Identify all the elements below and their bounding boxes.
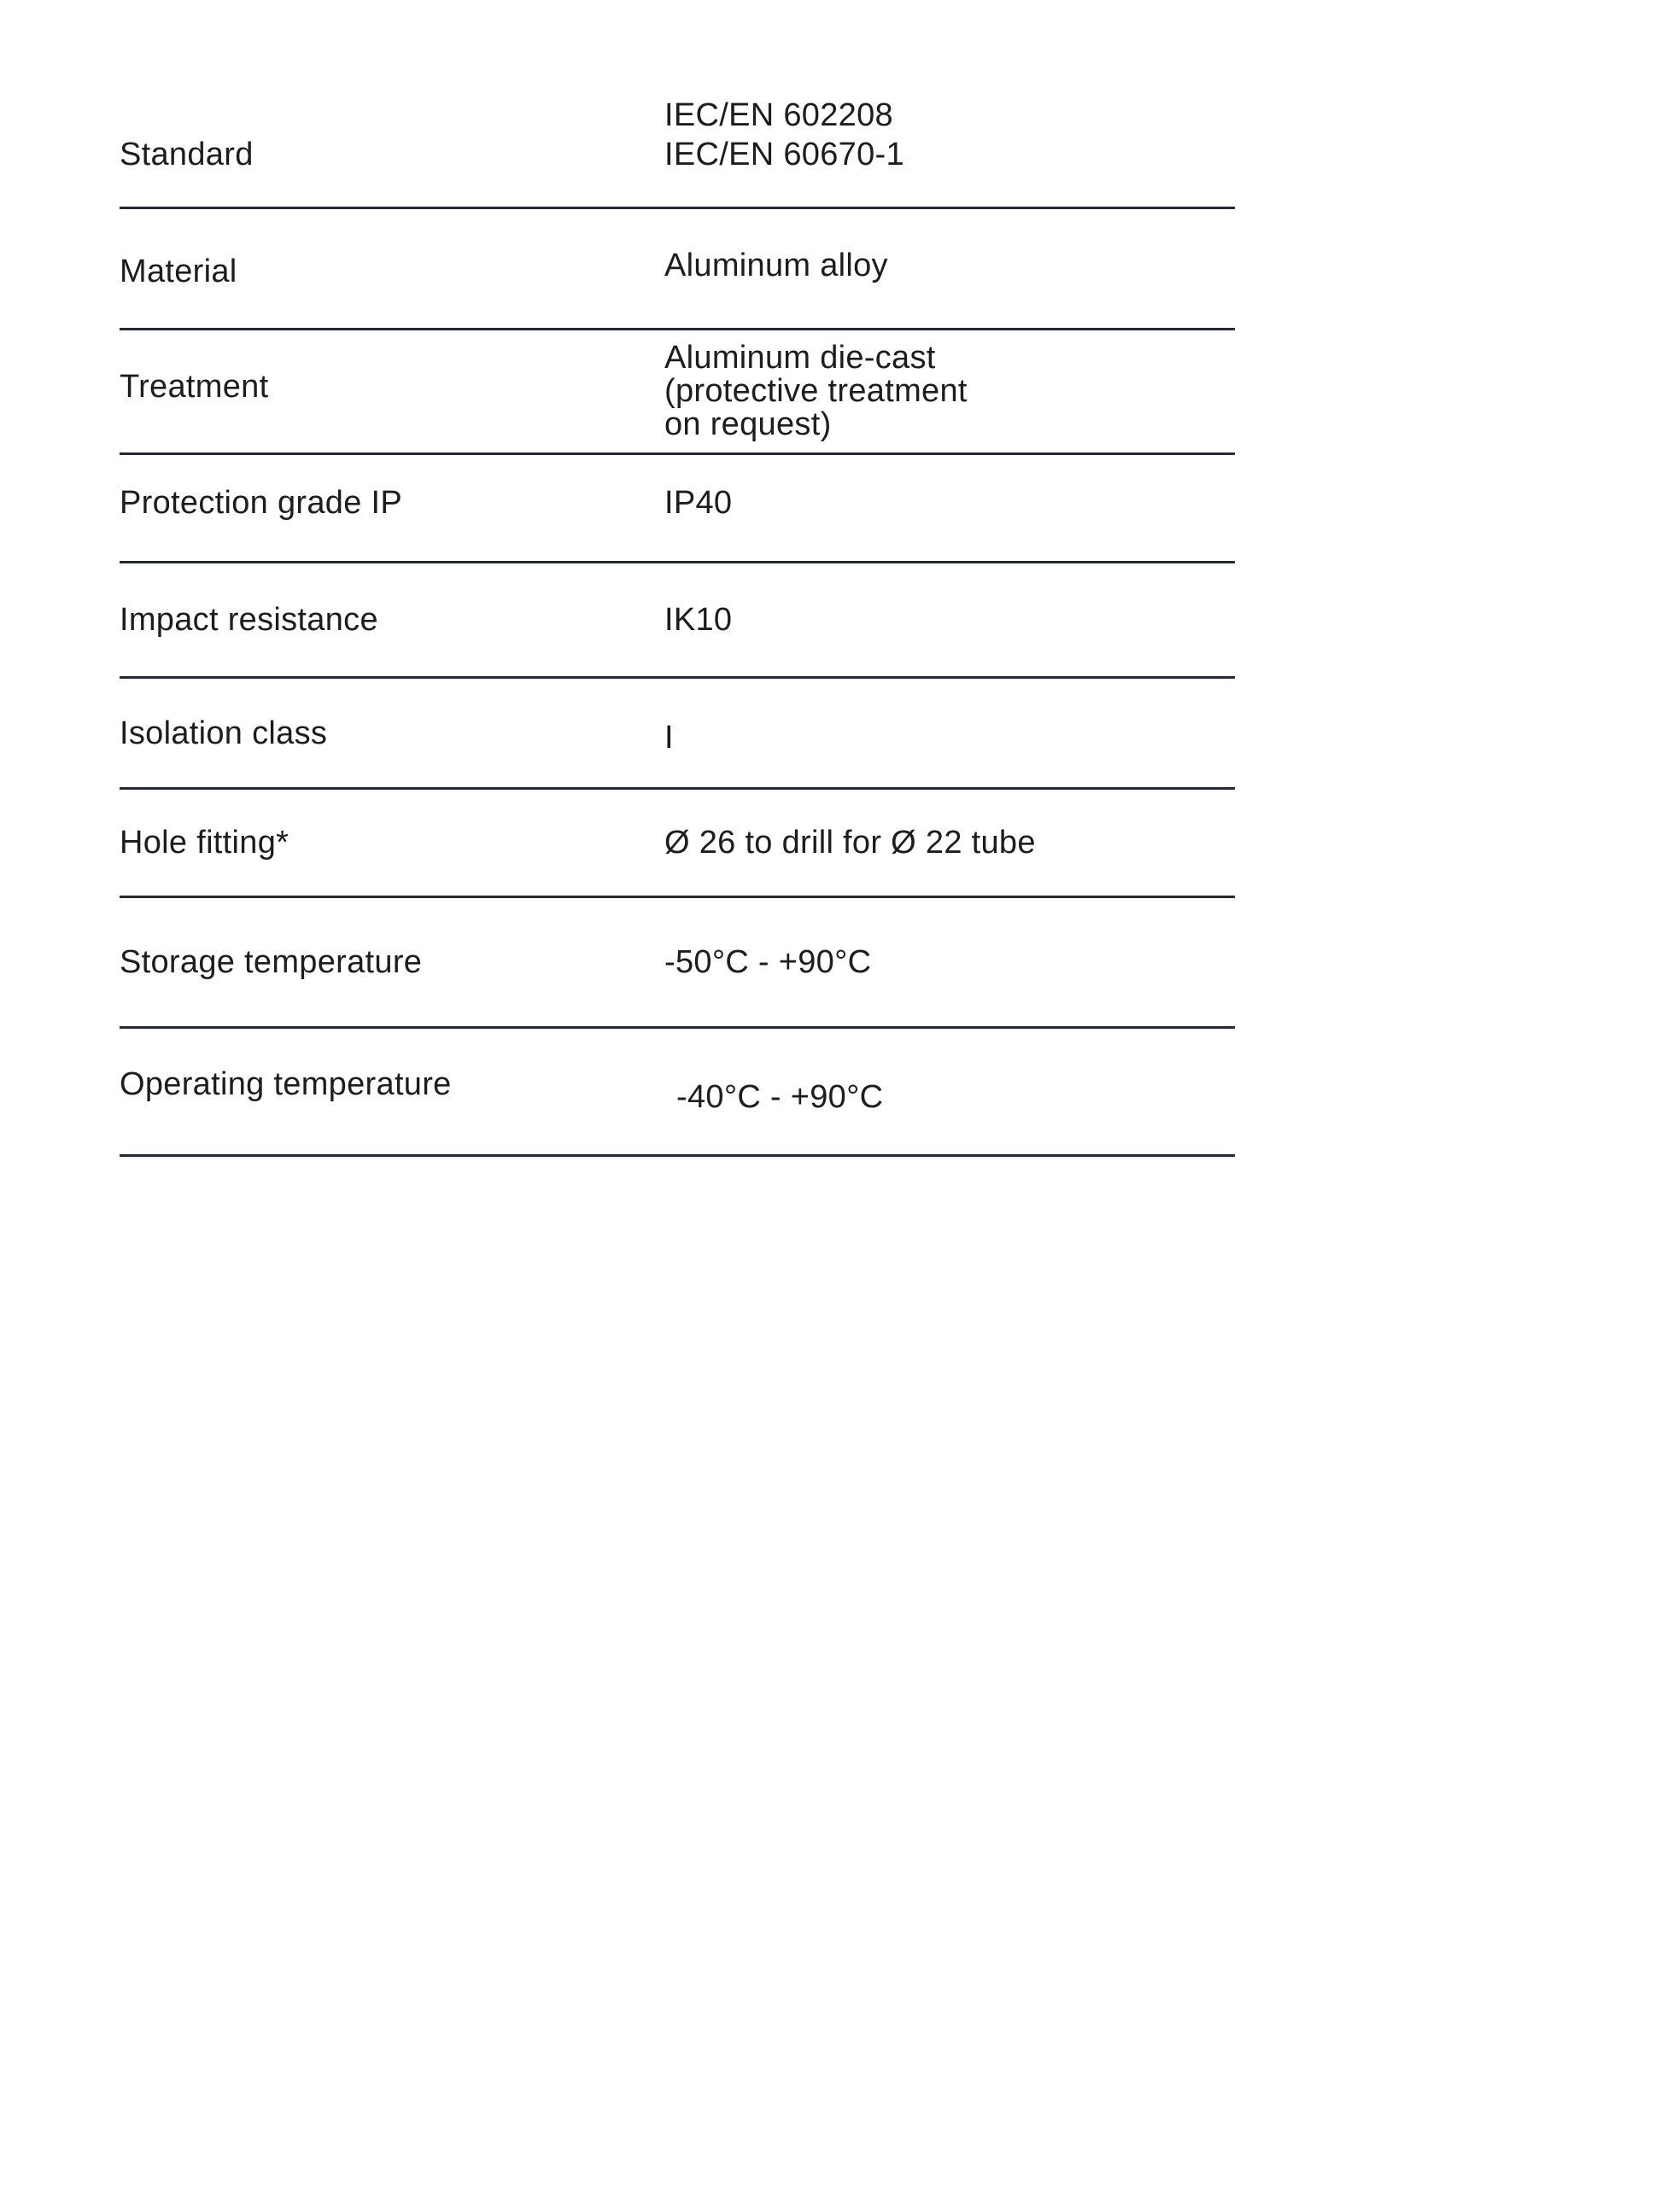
spec-value-operating-temperature — [664, 1077, 1235, 1117]
spec-row-hole-fitting — [120, 790, 1235, 898]
spec-value-line: on request) — [664, 406, 832, 442]
spec-label-storage-temperature: Storage temperature — [120, 944, 423, 980]
spec-row-isolation-class — [120, 679, 1235, 790]
spec-label-isolation-class: Isolation class — [120, 715, 328, 751]
spec-label-hole-fitting: Hole fitting* — [120, 825, 289, 861]
spec-row-storage-temperature — [120, 898, 1235, 1029]
spec-value-standard — [664, 96, 1235, 174]
spec-value-storage-temperature — [664, 943, 1235, 982]
spec-label-treatment: Treatment — [120, 368, 269, 405]
spec-row-impact-resistance — [120, 563, 1235, 679]
spec-label-operating-temperature: Operating temperature — [120, 1065, 452, 1102]
spec-value-line: Aluminum die-cast — [664, 340, 936, 376]
spec-value-line: Ø 26 to drill for Ø 22 tube — [664, 825, 1036, 861]
spec-row-standard — [120, 0, 1235, 209]
spec-value-treatment — [664, 341, 1235, 441]
spec-value-line: I — [664, 719, 674, 756]
spec-value-impact-resistance — [664, 600, 1235, 639]
spec-value-line: Aluminum alloy — [664, 247, 888, 283]
spec-value-line: -40°C - +90°C — [676, 1078, 884, 1115]
spec-value-line: IEC/EN 602208 — [664, 97, 893, 133]
spec-row-operating-temperature — [120, 1029, 1235, 1157]
spec-value-protection-grade-ip — [664, 483, 1235, 522]
spec-row-protection-grade-ip — [120, 455, 1235, 563]
spec-value-hole-fitting — [664, 823, 1235, 862]
spec-label-standard: Standard — [120, 137, 254, 172]
spec-value-line: IP40 — [664, 485, 733, 521]
spec-label-protection-grade-ip: Protection grade IP — [120, 485, 403, 521]
spec-value-line: IK10 — [664, 602, 733, 638]
spec-table — [120, 0, 1235, 1157]
spec-value-isolation-class — [664, 718, 1235, 757]
spec-value-material — [664, 246, 1235, 285]
spec-row-material — [120, 209, 1235, 330]
spec-value-line: -50°C - +90°C — [664, 944, 872, 980]
spec-label-material: Material — [120, 253, 237, 289]
spec-value-line: IEC/EN 60670-1 — [664, 137, 904, 172]
spec-label-impact-resistance: Impact resistance — [120, 602, 378, 638]
spec-row-treatment — [120, 330, 1235, 455]
spec-value-line: (protective treatment — [664, 373, 968, 409]
